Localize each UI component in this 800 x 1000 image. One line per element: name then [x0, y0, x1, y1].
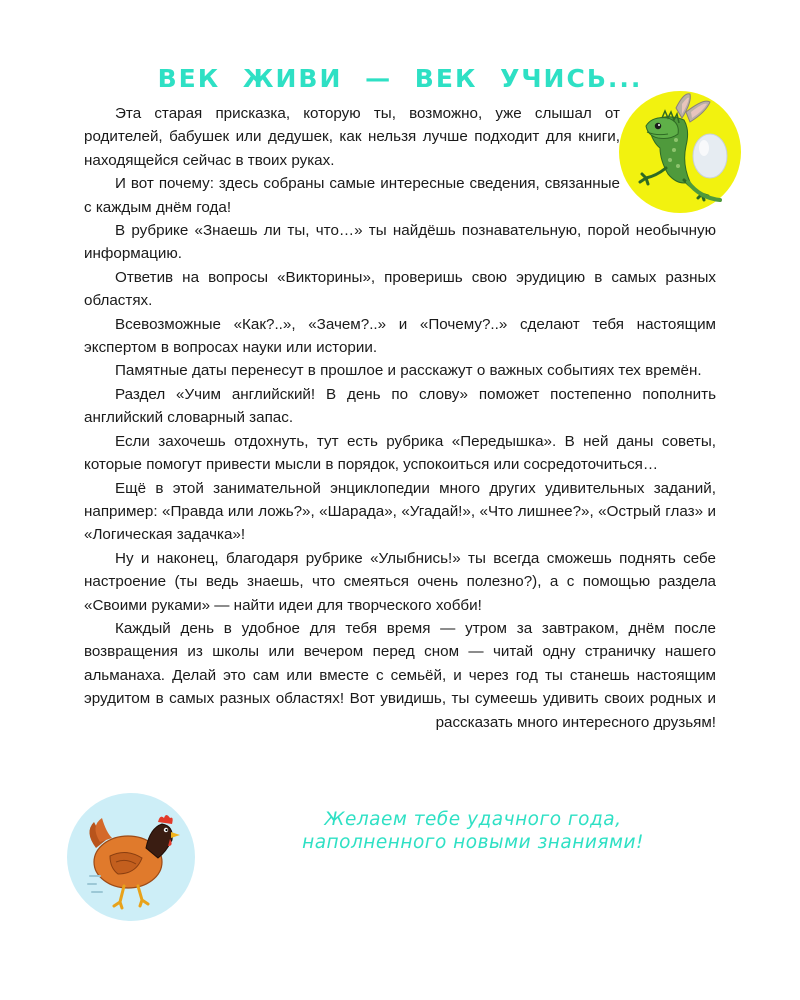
article-body: [84, 102, 716, 734]
hen-illustration: [66, 792, 196, 922]
paragraph-break: Если захочешь отдохнуть, тут есть рубрика «Передышка». В ней даны советы, которые помогут привести мысли в порядок, успокоиться или сосредоточиться…: [84, 432, 716, 474]
paragraph-tasks: Ещё в этой занимательной энциклопедии много других удивительных заданий, например: «Правда или ложь?», «Шарада», «Угадай!», «Что лишнее?», «Острый глаз» и «Логическая задачка»!: [84, 479, 716, 544]
paragraph-dates: Памятные даты перенесут в прошлое и расскажут о важных событиях тех времён.: [115, 362, 702, 380]
closing-line-2: наполненного новыми знаниями!: [302, 832, 644, 853]
closing-wish: [240, 808, 706, 854]
paragraph-smile: Ну и наконец, благодаря рубрике «Улыбнись!» ты всегда сможешь поднять себе настроение (ты ведь знаешь, что смеяться очень полезно?), а с помощью раздела «Своими руками» — найти идеи для творческого хобби!: [84, 549, 716, 614]
paragraph-did-you-know: В рубрике «Знаешь ли ты, что…» ты найдёшь познавательную, порой необычную информацию.: [84, 222, 716, 263]
closing-line-1: Желаем тебе удачного года,: [324, 809, 622, 830]
paragraph-intro: Эта старая присказка, которую ты, возможно, уже слышал от родителей, бабушек или дедушек, как нельзя лучше подходит для книги, находящейся сейчас в твоих руках.: [84, 105, 620, 169]
paragraph-daily: Каждый день в удобное для тебя время — утром за завтраком, днём после возвращения из школы или вечером перед сном — читай одну страничку нашего альманаха. Делай это сам или вместе с семьёй, и через год ты станешь настоящим эрудитом в самых разных областях! Вот увидишь, ты сумеешь удивить своих родных и рассказать много интересного друзьям!: [84, 619, 716, 731]
paragraph-quiz: Ответив на вопросы «Викторины», проверишь свою эрудицию в самых разных областях.: [84, 268, 716, 310]
paragraph-questions: Всевозможные «Как?..», «Зачем?..» и «Почему?..» сделают тебя настоящим экспертом в вопросах науки или истории.: [84, 315, 716, 357]
page-title: ВЕК ЖИВИ — ВЕК УЧИСЬ...: [157, 64, 643, 93]
paragraph-why: И вот почему: здесь собраны самые интересные сведения, связанные с каждым днём года!: [84, 175, 620, 216]
paragraph-english: Раздел «Учим английский! В день по слову» поможет постепенно пополнить английский словарный запас.: [84, 385, 716, 427]
